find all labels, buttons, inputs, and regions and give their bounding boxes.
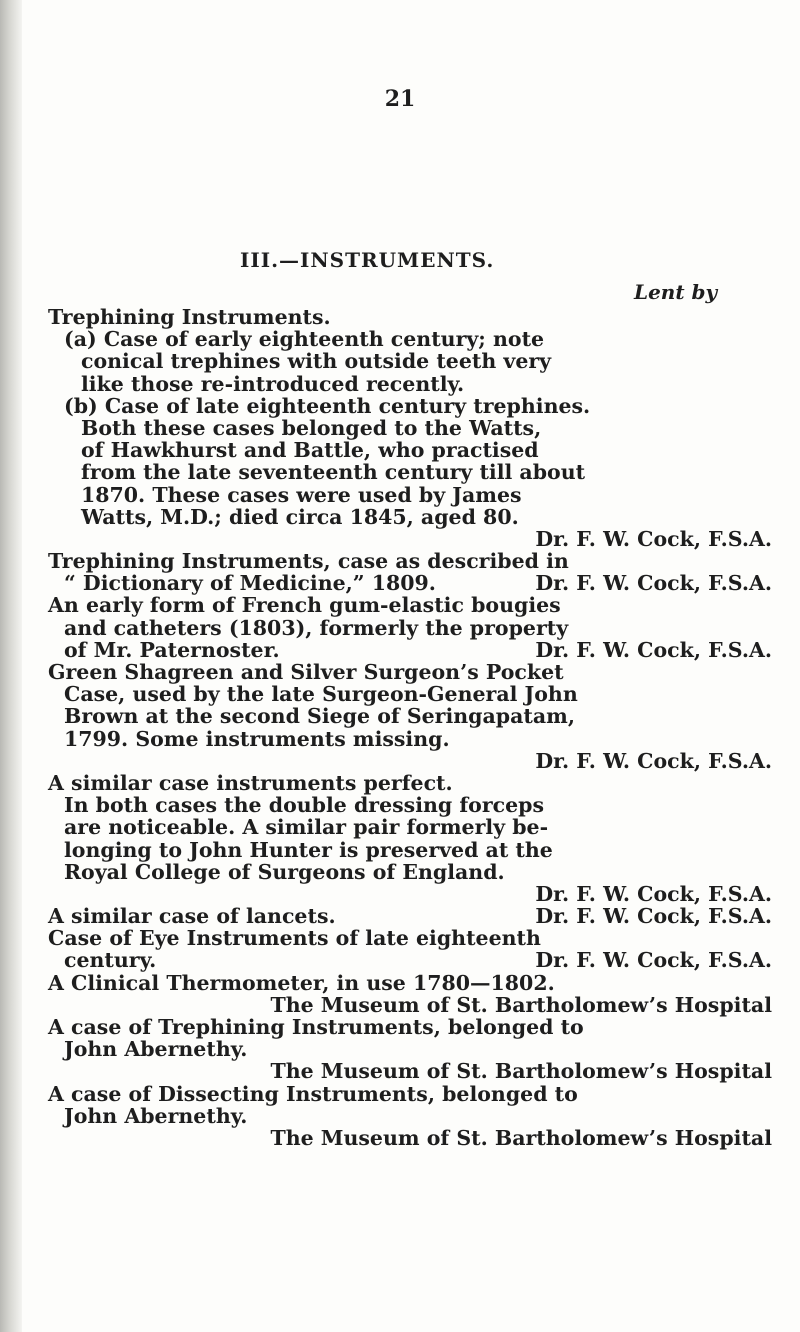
entry-line: In both cases the double dressing forceps <box>64 793 545 818</box>
page-number: 21 <box>384 86 416 112</box>
entry-line: Both these cases belonged to the Watts, <box>81 415 542 440</box>
entry-line: John Abernethy. <box>64 1103 248 1128</box>
entry-line: of Hawkhurst and Battle, who practised <box>81 438 539 463</box>
entry-line: Green Shagreen and Silver Surgeon’s Pocket <box>48 660 564 684</box>
lender-credit: The Museum of St. Bartholomew’s Hospital <box>270 992 772 1017</box>
entry-line: A similar case instruments perfect. <box>48 770 453 795</box>
entry-text: of Mr. Paternoster. <box>64 637 280 662</box>
entry-line: from the late seventeenth century till about <box>81 460 586 485</box>
entry-line: Trephining Instruments. <box>48 305 331 329</box>
entry-line: are noticeable. A similar pair formerly be- <box>64 815 549 840</box>
entry-line: A case of Trephining Instruments, belonged to <box>48 1015 584 1039</box>
entry-line: Case, used by the late Surgeon-General John <box>64 682 578 707</box>
entry-line: conical trephines with outside teeth very <box>81 349 552 374</box>
lender-credit: Dr. F. W. Cock, F.S.A. <box>535 748 772 773</box>
lender-credit: Dr. F. W. Cock, F.S.A. <box>535 637 772 662</box>
entry-line: Watts, M.D.; died circa 1845, aged 80. <box>81 504 519 529</box>
book-spine-shadow <box>0 0 22 1332</box>
entry-line: John Abernethy. <box>64 1037 248 1062</box>
section-heading: III.—INSTRUMENTS. <box>240 248 495 272</box>
entry-line: and catheters (1803), formerly the property <box>64 615 569 640</box>
entry-line <box>48 639 776 661</box>
entry-line: 1799. Some instruments missing. <box>64 726 450 751</box>
entry-line <box>48 905 776 927</box>
entry-line: (a) Case of early eighteenth century; note <box>64 327 545 352</box>
entry-line: (b) Case of late eighteenth century trephines. <box>64 393 591 418</box>
entry-text: A similar case of lancets. <box>48 904 336 929</box>
entry-line: An early form of French gum-elastic bougies <box>48 593 561 618</box>
entry-line: Case of Eye Instruments of late eighteenth <box>48 926 541 951</box>
lender-credit: The Museum of St. Bartholomew’s Hospital <box>270 1125 772 1150</box>
instrument-list <box>48 306 776 1149</box>
lent-by-header: Lent by <box>634 280 718 304</box>
entry-line: like those re-introduced recently. <box>81 371 465 396</box>
entry-text: “ Dictionary of Medicine,” 1809. <box>64 571 436 596</box>
entry-line: Trephining Instruments, case as described in <box>48 549 569 574</box>
entry-line <box>48 572 776 594</box>
entry-text: century. <box>64 948 157 973</box>
entry-line: A Clinical Thermometer, in use 1780—1802. <box>48 970 555 995</box>
lender-credit: Dr. F. W. Cock, F.S.A. <box>535 526 772 551</box>
entry-line <box>48 949 776 971</box>
lender-credit: Dr. F. W. Cock, F.S.A. <box>535 571 772 596</box>
lender-credit: The Museum of St. Bartholomew’s Hospital <box>270 1059 772 1084</box>
lender-credit: Dr. F. W. Cock, F.S.A. <box>535 948 772 973</box>
entry-line: longing to John Hunter is preserved at the <box>64 837 553 862</box>
entry-line: 1870. These cases were used by James <box>81 482 522 507</box>
entry-line: Brown at the second Siege of Seringapatam, <box>64 704 575 729</box>
entry-line: A case of Dissecting Instruments, belonged to <box>48 1081 578 1106</box>
entry-line: Royal College of Surgeons of England. <box>64 859 505 884</box>
lender-credit: Dr. F. W. Cock, F.S.A. <box>535 904 772 929</box>
lender-credit: Dr. F. W. Cock, F.S.A. <box>535 881 772 906</box>
